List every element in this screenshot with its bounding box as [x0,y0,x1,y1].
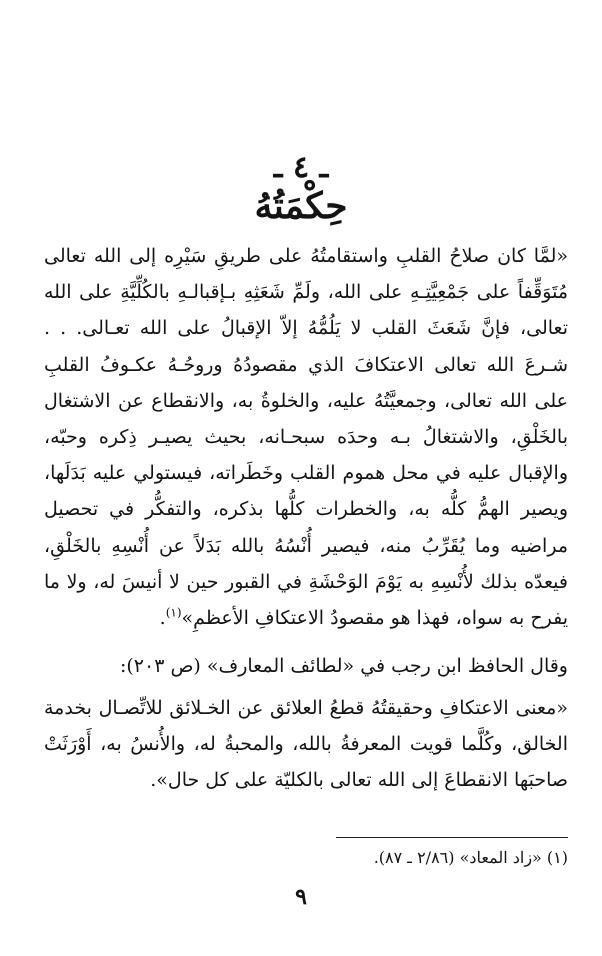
footnote: (١) «زاد المعاد» (٢/٨٦ ـ ٨٧). [373,848,568,867]
quote-text: «لمَّا كان صلاحُ القلبِ واستقامتُهُ على طريقِ سَيْرِه إلى الله تعالى مُتَوَقِّفاً على جَمْعِيَّتِـهِ على الله، ولَمِّ شَعَثِهِ بـإقبالـهِ بالكُلِّيَّةِ على الله تعالى، فإنَّ شَعَثَ القلب لا يَلُمُّهُ إلاّ الإقبالُ على الله تعـالى. . . شـرعَ الله تعالى الاعتكافَ الذي مقصودُهُ وروحُـهُ عكـوفُ القلبِ على الله تعالى، وجمعيَّتُهُ عليه، والخلوةُ به، والانقطاع عن الاشتغال بالخَلْقِ، والاشتغالُ بـه وحدَه سبحـانه، بحيث يصيـر ذِكره وحبّه، والإقبال عليه في محل هموم القلب وخَطَراته، فيستولي عليه بَدَلَها، ويصير الهمُّ كلُّه به، والخطرات كلُّها بذكره، والتفكُّر في تحصيل مراضيه وما يُقَرِّبُ منه، فيصير أُنْسُهُ بالله بَدَلاً عن أُنْسِهِ بالخَلْقِ، فيعدّه بذلك لأُنْسِهِ به يَوْمَ الوَحْشَةِ في القبور حين لا أنيسَ له، ولا ما يفرح به سواه، فهذا هو مقصودُ الاعتكافِ الأعظمِ» [44,245,568,630]
footnote-reference: (١) [165,605,182,620]
quote-paragraph-ibn-qayyim [44,238,568,636]
quote-end-period: . [159,607,166,630]
page-number: ٩ [295,884,307,910]
footnote-divider [336,837,568,838]
chapter-title: حِكْمَتُهُ [254,185,348,227]
quote-paragraph-ibn-rajab: «معنى الاعتكافِ وحقيقتُهُ قطعُ العلائق عن الخـلائق للاتِّصـال بخدمة الخالق، وكُلَّما قويت المعرفةُ بالله، والمحبةُ له، والأُنسُ به، أَوْرَثَتْ صاحبَها الانقطاعَ إلى الله تعالى بالكليّة على كل حال». [44,697,568,792]
chapter-number: ـ ٤ ـ [273,150,329,185]
attribution-paragraph: وقال الحافظ ابن رجب في «لطائف المعارف» (ص ٢٠٣): [119,655,568,677]
